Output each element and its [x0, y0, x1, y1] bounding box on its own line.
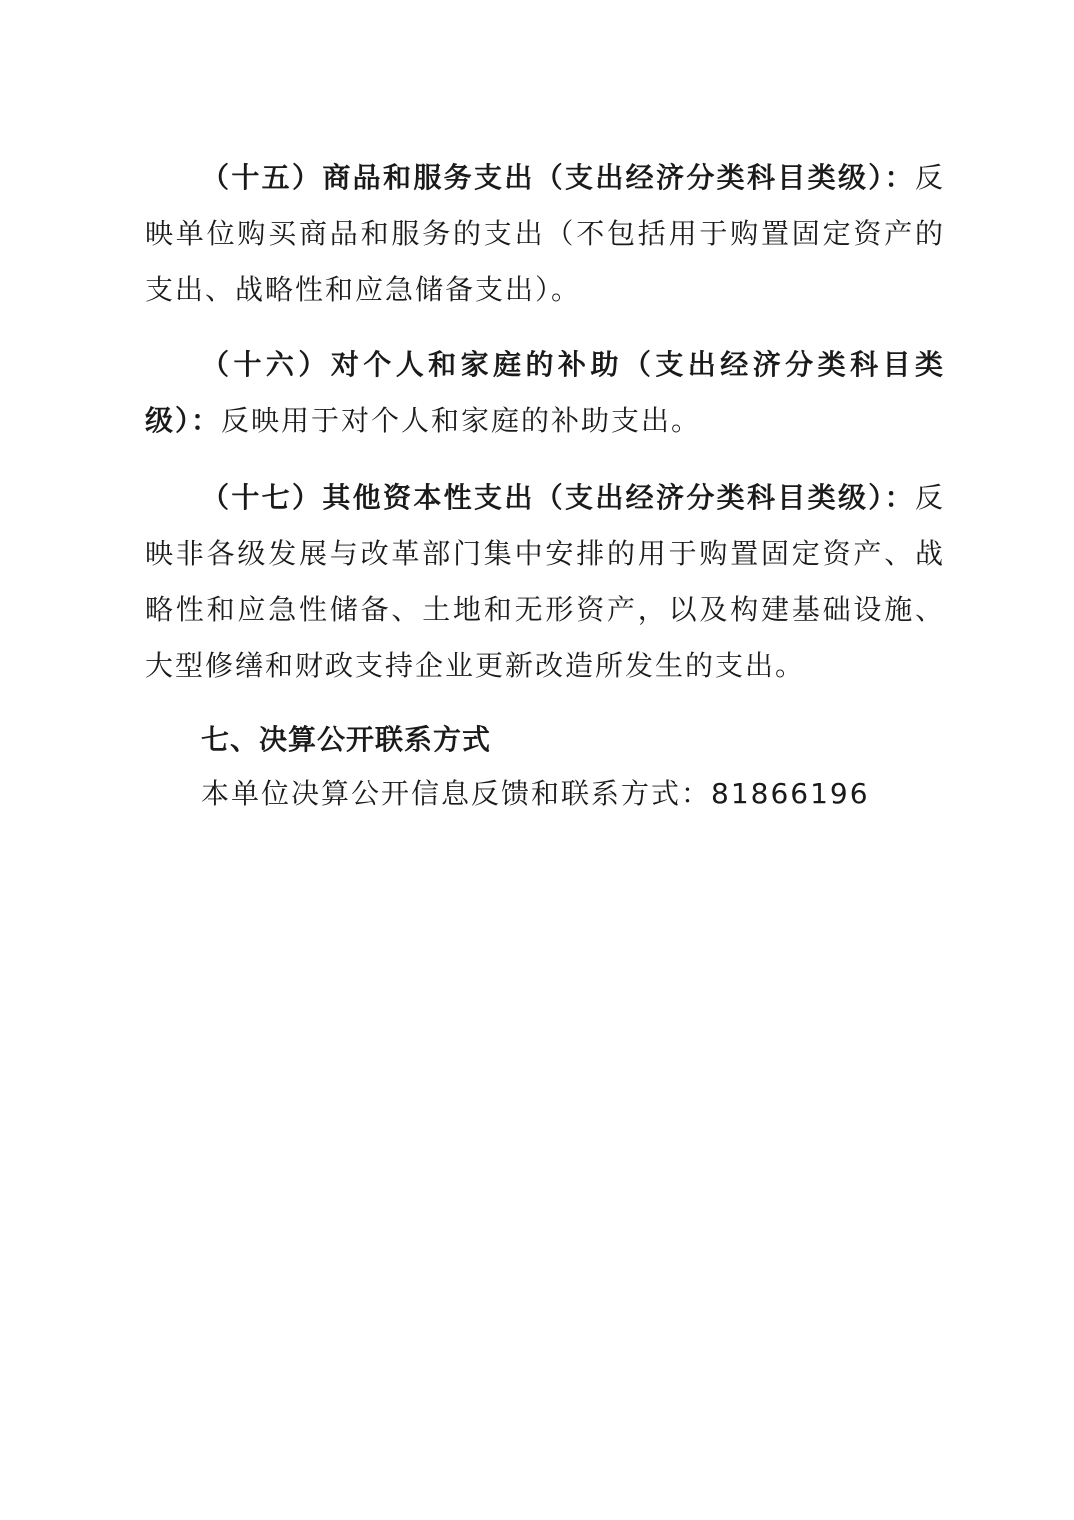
- item-16-heading: （十六）对个人和家庭的补助（支出经济分类科目类级）：: [145, 348, 945, 437]
- item-17-heading: （十七）其他资本性支出（支出经济分类科目类级）：: [201, 481, 915, 514]
- paragraph-item-15: [145, 150, 945, 318]
- item-16-body: 反映用于对个人和家庭的补助支出。: [221, 404, 702, 437]
- contact-line: [201, 770, 870, 818]
- item-15-heading: （十五）商品和服务支出（支出经济分类科目类级）：: [201, 161, 915, 194]
- paragraph-item-16: [145, 337, 945, 449]
- contact-label: 本单位决算公开信息反馈和联系方式：: [201, 777, 712, 810]
- item-15-body: 反映单位购买商品和服务的支出（不包括用于购置固定资产的支出、战略性和应急储备支出）。: [145, 161, 945, 306]
- paragraph-item-17: [145, 470, 945, 694]
- contact-number: 81866196: [711, 777, 870, 810]
- section-title: 七、决算公开联系方式: [201, 723, 492, 756]
- item-17-body: 反映非各级发展与改革部门集中安排的用于购置固定资产、战略性和应急性储备、土地和无形资产，以及构建基础设施、大型修缮和财政支持企业更新改造所发生的支出。: [145, 481, 945, 682]
